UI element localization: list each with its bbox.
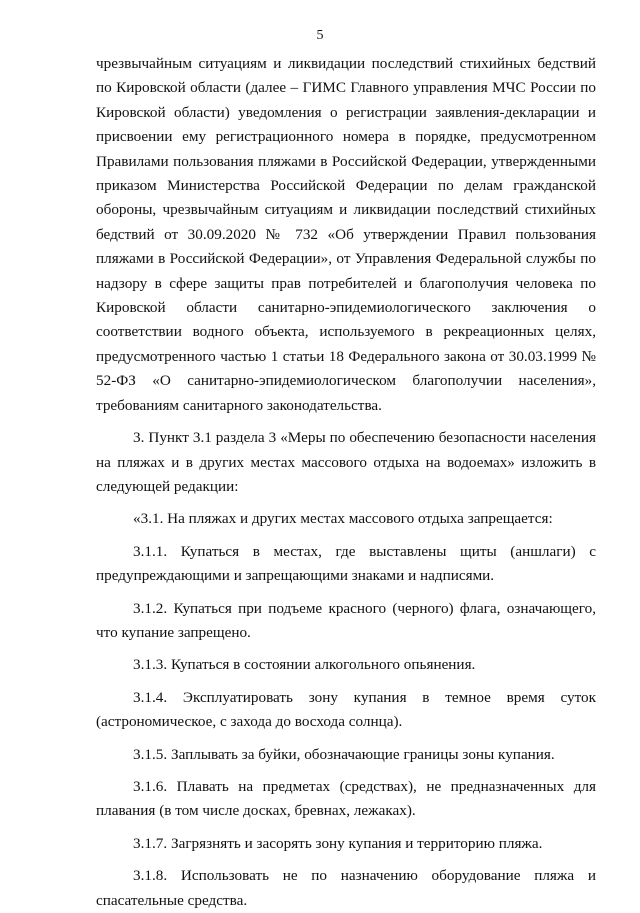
paragraph-3-1-5: 3.1.5. Заплывать за буйки, обозначающие границы зоны купания. — [133, 745, 555, 763]
paragraph-3-1-4: 3.1.4. Эксплуатировать зону купания в темное время суток (астрономическое, с захода до восхода солнца). — [96, 688, 596, 731]
document-body — [96, 52, 596, 913]
page-number: 5 — [316, 28, 324, 43]
paragraph-continuation: чрезвычайным ситуациям и ликвидации последствий стихийных бедствий по Кировской области (далее – ГИМС Главного управления МЧС России по Кировской области) уведомления о регистрации заявления-декларации и присвоении ему регистрационного номера в порядке, предусмотренном Правилами пользования пляжами в Российской Федерации, утвержденными приказом Министерства Российской Федерации по делам гражданской обороны, чрезвычайным ситуациям и ликвидации последствий стихийных бедствий от 30.09.2020 № 732 «Об утверждении Правил пользования пляжами в Российской Федерации», от Управления Федеральной службы по надзору в сфере защиты прав потребителей и благополучия человека по Кировской области санитарно-эпидемиологического заключения о соответствии водного объекта, используемого в рекреационных целях, предусмотренного частью 1 статьи 18 Федерального закона от 30.03.1999 № 52-ФЗ «О санитарно-эпидемиологическом благополучии населения», требованиям санитарного законодательства. — [96, 55, 596, 414]
paragraph-3-1-3: 3.1.3. Купаться в состоянии алкогольного опьянения. — [133, 656, 476, 674]
paragraph-3-1-2: 3.1.2. Купаться при подъеме красного (черного) флага, означающего, что купание запрещено. — [96, 599, 596, 641]
paragraph-3-1-heading: «3.1. На пляжах и других местах массового отдыха запрещается: — [133, 510, 553, 528]
paragraph-3-1-1: 3.1.1. Купаться в местах, где выставлены щиты (аншлаги) с предупреждающими и запрещающими знаками и надписями. — [96, 542, 596, 585]
paragraph-item-3: 3. Пункт 3.1 раздела 3 «Меры по обеспечению безопасности населения на пляжах и в других местах массового отдыха на водоемах» изложить в следующей редакции: — [96, 429, 596, 495]
paragraph-3-1-8: 3.1.8. Использовать не по назначению оборудование пляжа и спасательные средства. — [96, 867, 596, 909]
paragraph-3-1-6: 3.1.6. Плавать на предметах (средствах), не предназначенных для плавания (в том числе досках, бревнах, лежаках). — [96, 777, 596, 820]
paragraph-3-1-7: 3.1.7. Загрязнять и засорять зону купания и территорию пляжа. — [133, 834, 543, 852]
